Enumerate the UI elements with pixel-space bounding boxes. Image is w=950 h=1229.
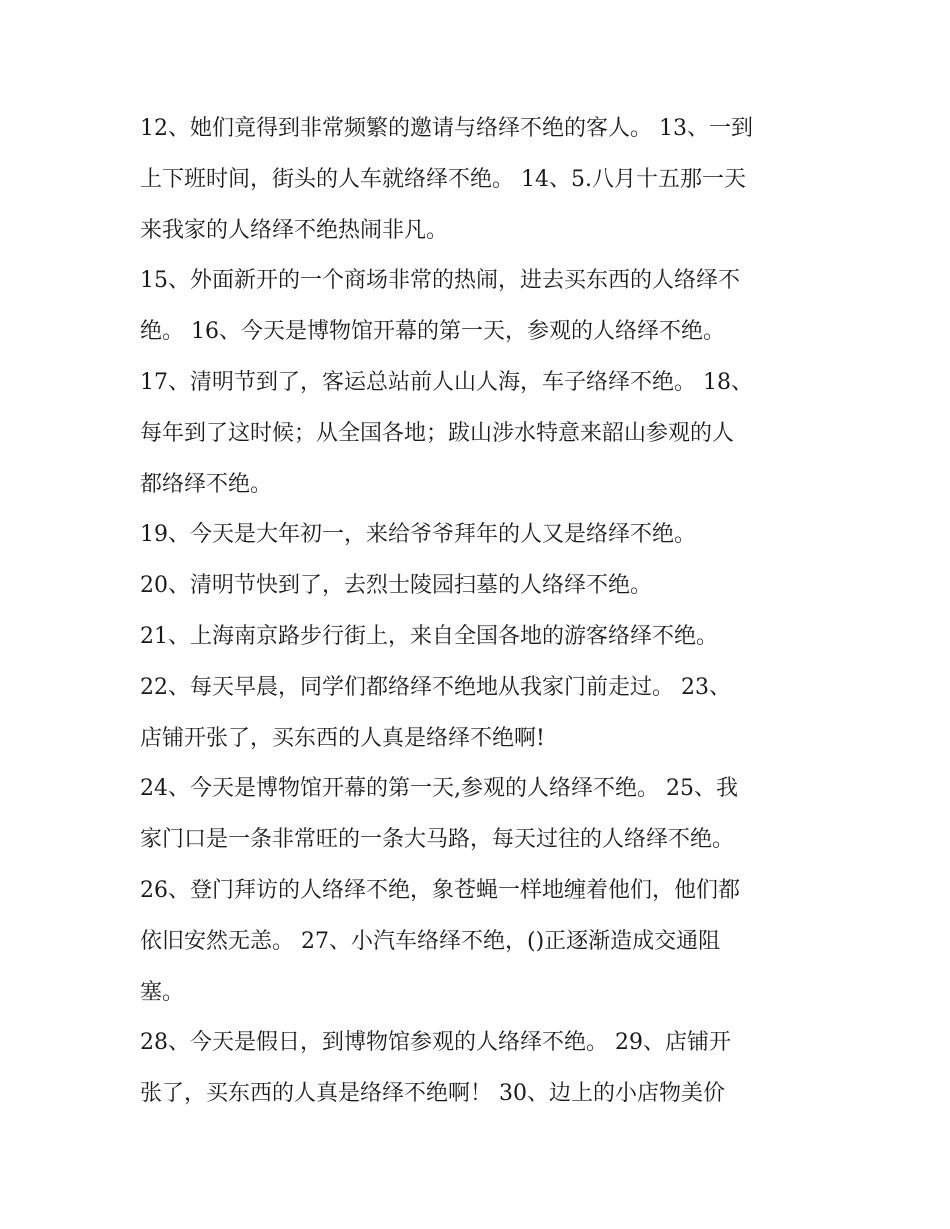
text-line: 21、上海南京路步行街上，来自全国各地的游客络绎不绝。 [140, 623, 718, 649]
text-line: 19、今天是大年初一，来给爷爷拜年的人又是络绎不绝。 [140, 522, 696, 548]
text-line: 22、每天早晨，同学们都络绎不绝地从我家门前走过。 23、 [140, 674, 731, 700]
text-line: 绝。 16、今天是博物馆开幕的第一天，参观的人络绎不绝。 [140, 319, 725, 345]
text-line: 28、今天是假日，到博物馆参观的人络绎不绝。 29、店铺开 [140, 1030, 731, 1056]
text-line: 店铺开张了，买东西的人真是络绎不绝啊! [140, 725, 545, 751]
text-line: 依旧安然无恙。 27、小汽车络绎不绝，()正逐渐造成交通阻 [140, 928, 721, 954]
text-line: 家门口是一条非常旺的一条大马路，每天过往的人络绎不绝。 [140, 827, 735, 853]
text-line: 15、外面新开的一个商场非常的热闹，进去买东西的人络绎不 [140, 268, 740, 294]
body-text [140, 104, 820, 1120]
text-line: 张了，买东西的人真是络绎不绝啊！ 30、边上的小店物美价 [140, 1081, 725, 1107]
text-line: 24、今天是博物馆开幕的第一天,参观的人络绎不绝。 25、我 [140, 776, 738, 802]
text-line: 26、登门拜访的人络绎不绝，象苍蝇一样地缠着他们，他们都 [140, 877, 740, 903]
text-line: 来我家的人络绎不绝热闹非凡。 [140, 217, 449, 243]
text-line: 上下班时间，街头的人车就络绎不绝。 14、5.八月十五那一天 [140, 166, 746, 192]
text-line: 塞。 [140, 979, 185, 1005]
text-line: 12、她们竟得到非常频繁的邀请与络绎不绝的客人。 13、一到 [140, 116, 753, 141]
text-line: 每年到了这时候；从全国各地；跋山涉水特意来韶山参观的人 [140, 420, 735, 446]
text-line: 17、清明节到了，客运总站前人山人海，车子络绎不绝。 18、 [140, 369, 753, 395]
text-line: 20、清明节快到了，去烈士陵园扫墓的人络绎不绝。 [140, 573, 652, 599]
text-line: 都络绎不绝。 [140, 471, 273, 497]
